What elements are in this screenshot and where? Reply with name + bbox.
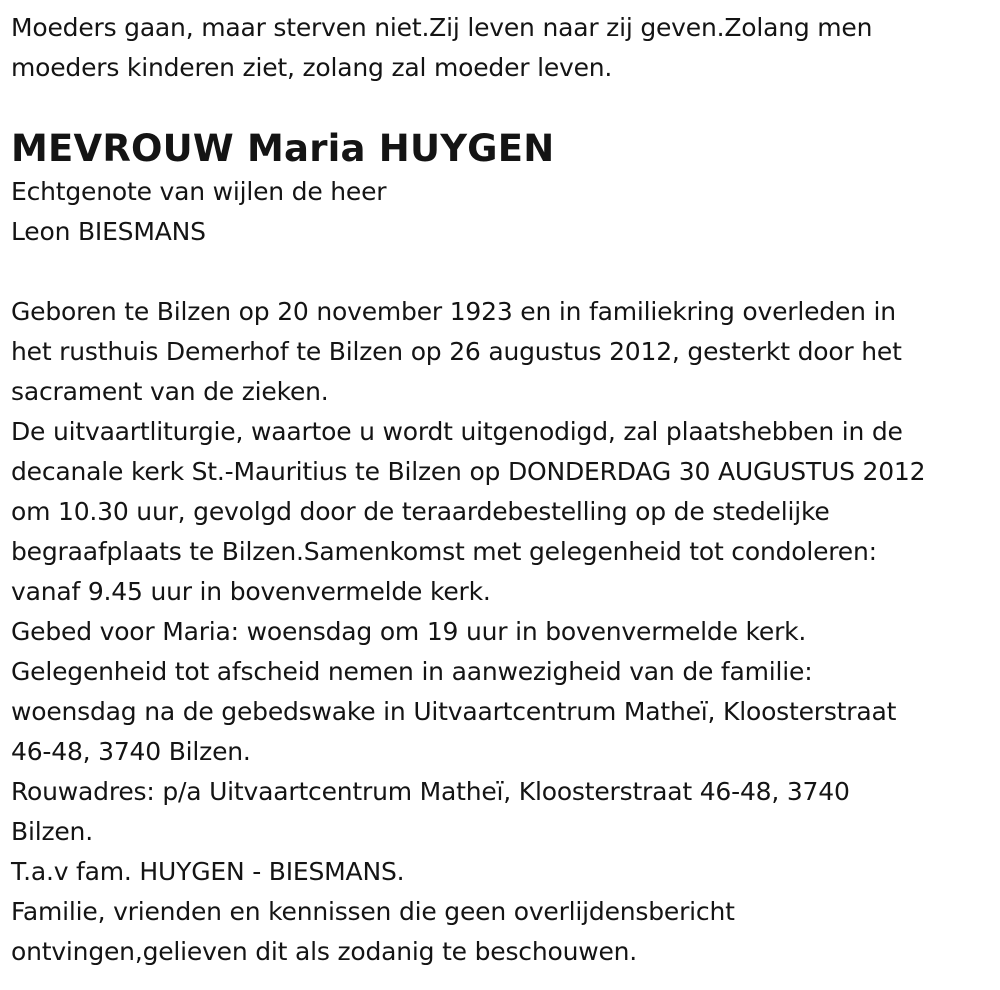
body-line: Gebed voor Maria: woensdag om 19 uur in bovenvermelde kerk.	[11, 617, 807, 646]
body-line: Gelegenheid tot afscheid nemen in aanwezigheid van de familie:	[11, 657, 813, 686]
body-line: Rouwadres: p/a Uitvaartcentrum Matheï, Kloosterstraat 46-48, 3740	[11, 777, 850, 806]
body-line: vanaf 9.45 uur in bovenvermelde kerk.	[11, 577, 491, 606]
body-line: ontvingen,gelieven dit als zodanig te beschouwen.	[11, 937, 638, 966]
relation-line: Echtgenote van wijlen de heer	[11, 177, 387, 206]
body-line: De uitvaartliturgie, waartoe u wordt uitgenodigd, zal plaatshebben in de	[11, 417, 903, 446]
body-line: decanale kerk St.-Mauritius te Bilzen op DONDERDAG 30 AUGUSTUS 2012	[11, 457, 926, 486]
intro-line: moeders kinderen ziet, zolang zal moeder leven.	[11, 53, 613, 82]
body-line: begraafplaats te Bilzen.Samenkomst met gelegenheid tot condoleren:	[11, 537, 877, 566]
notice-body	[11, 292, 991, 972]
intro-line: Moeders gaan, maar sterven niet.Zij leven naar zij geven.Zolang men	[11, 13, 873, 42]
obituary-notice	[11, 8, 991, 972]
body-line: Geboren te Bilzen op 20 november 1923 en in familiekring overleden in	[11, 297, 896, 326]
body-line: Bilzen.	[11, 817, 93, 846]
body-line: om 10.30 uur, gevolgd door de teraardebestelling op de stedelijke	[11, 497, 830, 526]
body-line: T.a.v fam. HUYGEN - BIESMANS.	[11, 857, 405, 886]
intro-verse	[11, 8, 991, 88]
deceased-name: MEVROUW Maria HUYGEN	[11, 127, 555, 170]
body-line: het rusthuis Demerhof te Bilzen op 26 augustus 2012, gesterkt door het	[11, 337, 902, 366]
body-line: woensdag na de gebedswake in Uitvaartcentrum Matheï, Kloosterstraat	[11, 697, 897, 726]
body-line: Familie, vrienden en kennissen die geen overlijdensbericht	[11, 897, 735, 926]
body-line: sacrament van de zieken.	[11, 377, 329, 406]
body-line: 46-48, 3740 Bilzen.	[11, 737, 251, 766]
relation-line: Leon BIESMANS	[11, 217, 206, 246]
section-spacer	[11, 252, 991, 292]
relation-block	[11, 172, 991, 252]
